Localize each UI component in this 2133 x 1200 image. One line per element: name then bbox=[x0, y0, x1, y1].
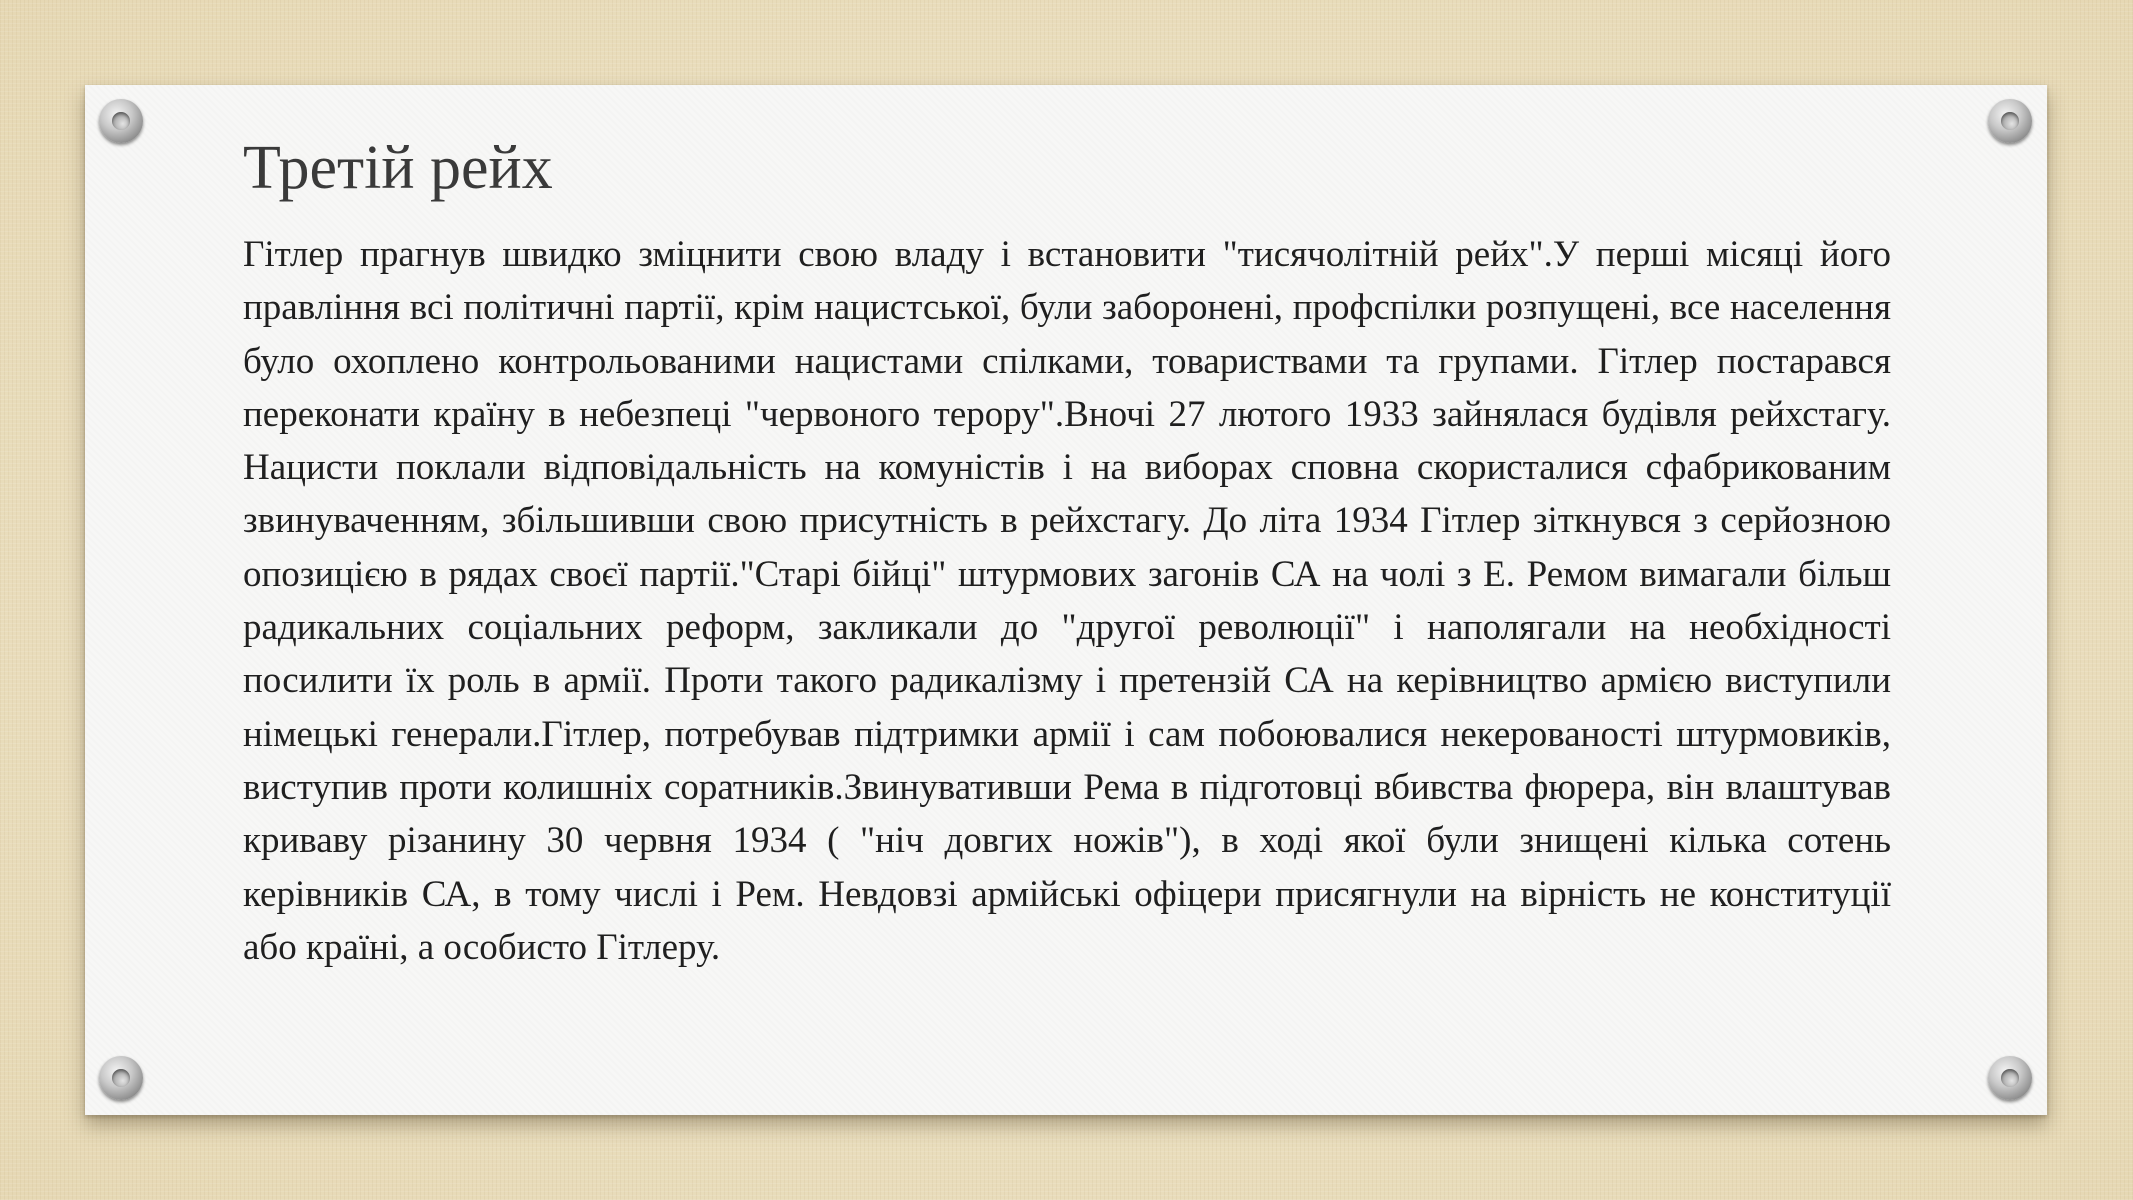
rivet-icon bbox=[99, 1056, 143, 1100]
rivet-icon bbox=[1988, 99, 2032, 143]
rivet-icon bbox=[99, 99, 143, 143]
slide-body-text: Гітлер прагнув швидко зміцнити свою владу і встановити "тисячолітній рейх".У перші місяці його правління всі політичні партії, крім нацистської, були заборонені, профспілки розпущені, все населення було охоплено контрольованими нацистами спілками, товариствами та групами. Гітлер постарався переконати країну в небезпеці "червоного терору".Вночі 27 лютого 1933 зайнялася будівля рейхстагу. Нацисти поклали відповідальність на комуністів і на виборах сповна скористалися сфабрикованим звинуваченням, збільшивши свою присутність в рейхстагу. До літа 1934 Гітлер зіткнувся з серйозною опозицією в рядах своєї партії."Старі бійці" штурмових загонів СА на чолі з Е. Ремом вимагали більш радикальних соціальних реформ, закликали до "другої революції" і наполягали на необхідності посилити їх роль в армії. Проти такого радикалізму і претензій СА на керівництво армією виступили німецькі генерали.Гітлер, потребував підтримки армії і сам побоювалися некерованості штурмовиків, виступив проти колишніх соратників.Звинувативши Рема в підготовці вбивства фюрера, він влаштував криваву різанину 30 червня 1934 ( "ніч довгих ножів"), в ході якої були знищені кілька сотень керівників СА, в тому числі і Рем. Невдовзі армійські офіцери присягнули на вірність не конституції або країні, а особисто Гітлеру. bbox=[243, 234, 1891, 968]
slide-title: Третій рейх bbox=[243, 134, 553, 202]
rivet-icon bbox=[1988, 1056, 2032, 1100]
